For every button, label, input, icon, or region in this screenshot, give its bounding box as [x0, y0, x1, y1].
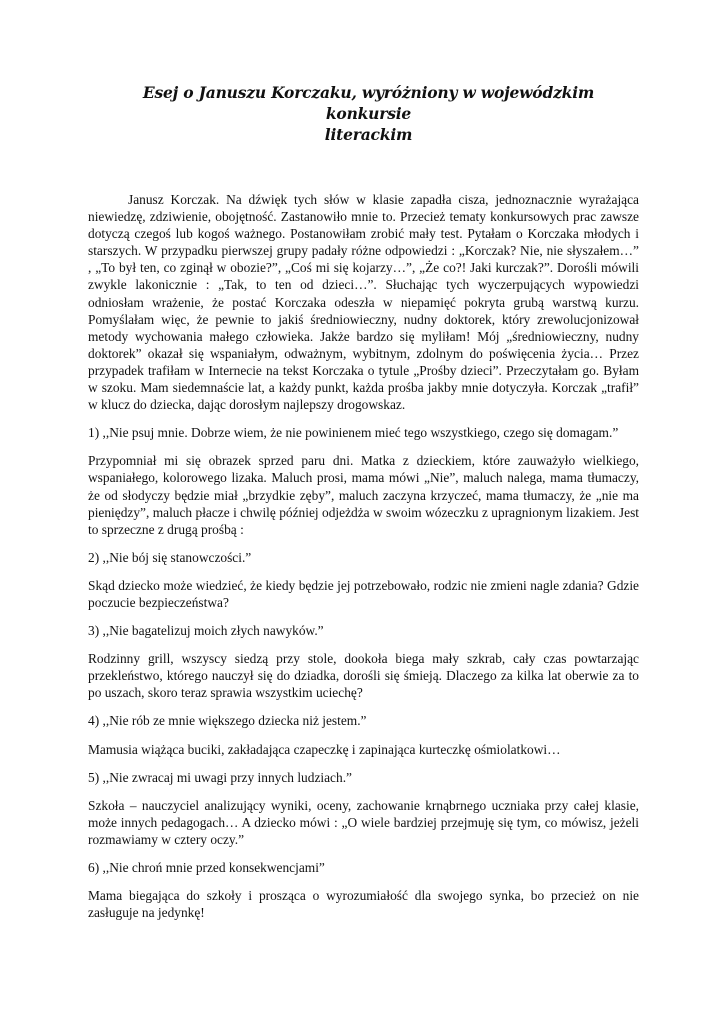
comment-4: Mamusia wiążąca buciki, zakładająca czapeczkę i zapinająca kurteczkę ośmiolatkowi… — [88, 741, 561, 757]
request-2: 2) ,,Nie bój się stanowczości.” — [88, 549, 252, 565]
essay-title-line-1: Esej o Januszu Korczaku, wyróżniony w wojewódzkim konkursie — [142, 83, 595, 123]
intro-paragraph: Janusz Korczak. Na dźwięk tych słów w klasie zapadła cisza, jednoznacznie wyrażająca niewiedzę, zdziwienie, obojętność. Zastanowiło mnie to. Przecież tematy konkursowych prac zawsze dotyczą czegoś lub kogoś ważnego. Postanowiłam zrobić mały test. Pytałam o Korczaka młodych i starszych. W przypadku pierwszej grupy padały różne odpowiedzi : „Korczak? Nie, nie słyszałem…” , „To był ten, co zginął w obozie?”, „Coś mi się kojarzy…”, „Że co?! Jaki kurczak?”. Dorośli mówili zwykle lakonicznie : „Tak, to ten od dzieci…”. Słuchając tych wyczerpujących wypowiedzi odniosłam wrażenie, że postać Korczaka odeszła w niepamięć pokryta grubą warstwą kurzu. Pomyślałam więc, że pewnie to jakiś średniowieczny, nudny doktorek, który zrewolucjonizował metody wychowania małego człowieka. Jakże bardzo się myliłam! Mój „średniowieczny, nudny doktorek” okazał się wspaniałym, odważnym, wybitnym, zdolnym do poświęcenia życia… Przez przypadek trafiłam w Internecie na tekst Korczaka o tytule „Prośby dzieci”. Przeczytałam go. Byłam w szoku. Mam siedemnaście lat, a każdy punkt, każda prośba jakby mnie dotyczyła. Korczak „trafił” w klucz do dziecka, dając dorosłym najlepszy drogowskaz. — [88, 192, 639, 413]
request-6: 6) ,,Nie chroń mnie przed konsekwencjami” — [88, 860, 325, 875]
request-4: 4) ,,Nie rób ze mnie większego dziecka niż jestem.” — [88, 713, 367, 729]
request-3: 3) ,,Nie bagatelizuj moich złych nawyków.” — [88, 623, 324, 639]
comment-6: Mama biegająca do szkoły i prosząca o wyrozumiałość dla swojego synka, bo przecież on nie zasługuje na jedynkę! — [88, 888, 639, 921]
comment-2: Skąd dziecko może wiedzieć, że kiedy będzie jej potrzebowało, rodzic nie zmieni nagle zdania? Gdzie poczucie bezpieczeństwa? — [88, 577, 639, 610]
comment-3: Rodzinny grill, wszyscy siedzą przy stole, dookoła biega mały szkrab, cały czas powtarzając przekleństwo, którego nauczył się do dziadka, dorośli się śmieją. Dlaczego za kilka lat oberwie za to po uszach, skoro teraz sprawia wszystkim uciechę? — [88, 651, 639, 701]
request-1: 1) ,,Nie psuj mnie. Dobrze wiem, że nie powinienem mieć tego wszystkiego, czego się domagam.” — [88, 425, 619, 441]
essay-title — [88, 82, 639, 145]
comment-1: Przypomniał mi się obrazek sprzed paru dni. Matka z dzieckiem, które zauważyło wielkiego, wspaniałego, kolorowego lizaka. Maluch prosi, mama mówi „Nie”, maluch nalega, mama tłumaczy, że od słodyczy będzie miał „brzydkie zęby”, maluch zaczyna krzyczeć, mama tłumaczy, że „nie ma pieniędzy”, maluch płacze i chwilę później odjeżdża w swoim wózeczku z upragnionym lizakiem. Jest to sprzeczne z drugą prośbą : — [88, 453, 639, 537]
comment-5: Szkoła – nauczyciel analizujący wyniki, oceny, zachowanie krnąbrnego uczniaka przy całej klasie, może innych pedagogach… A dziecko mówi : „O wiele bardziej przejmuję się tym, co mówisz, jeżeli rozmawiamy w cztery oczy.” — [88, 797, 639, 847]
document-page — [88, 82, 639, 921]
request-5: 5) ,,Nie zwracaj mi uwagi przy innych ludziach.” — [88, 769, 352, 785]
essay-title-line-2: literackim — [324, 125, 413, 144]
